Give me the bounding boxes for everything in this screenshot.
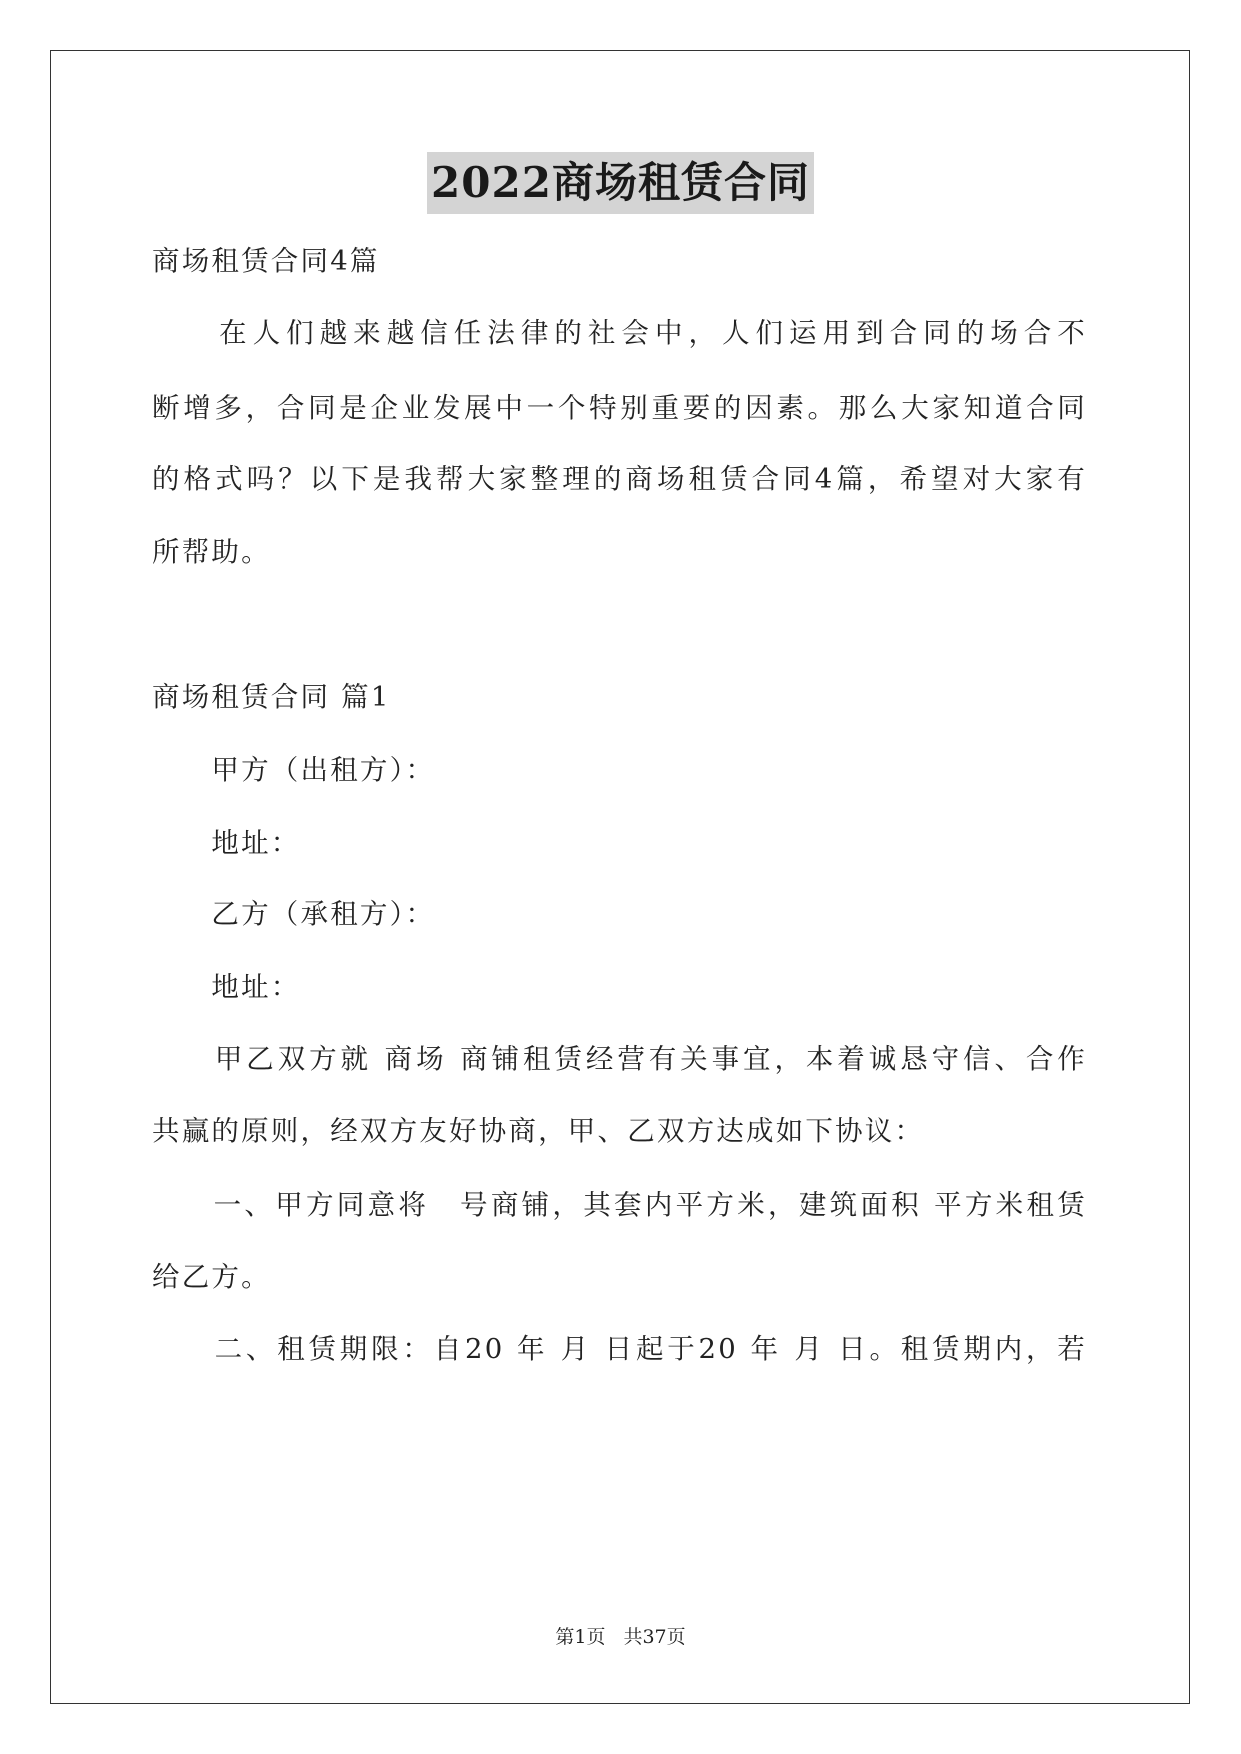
contract-line-party-b: 乙方（承租方）：	[152, 898, 436, 930]
page-number: 第1页	[555, 1626, 606, 1648]
contract-clause-line: 二、租赁期限：自20 年 月 日起于20 年 月 日。租赁期内，若	[152, 1333, 1087, 1365]
document-title: 2022商场租赁合同	[427, 152, 814, 214]
intro-paragraph-line: 所帮助。	[152, 536, 271, 568]
intro-paragraph-line: 断增多，合同是企业发展中一个特别重要的因素。那么大家知道合同	[152, 392, 1087, 424]
section-heading: 商场租赁合同 篇1	[152, 681, 391, 713]
contract-line-party-a: 甲方（出租方）：	[152, 754, 436, 786]
contract-paragraph-line: 共赢的原则，经双方友好协商，甲、乙双方达成如下协议：	[152, 1115, 925, 1147]
title-container	[0, 152, 1241, 214]
document-subtitle: 商场租赁合同4篇	[152, 245, 380, 277]
page-border	[50, 50, 1190, 1704]
page-footer	[0, 1622, 1241, 1649]
contract-line-address-a: 地址：	[152, 827, 301, 859]
contract-paragraph-line: 甲乙双方就 商场 商铺租赁经营有关事宜，本着诚恳守信、合作	[152, 1043, 1087, 1075]
contract-line-address-b: 地址：	[152, 971, 301, 1003]
total-pages: 共37页	[623, 1626, 686, 1648]
contract-clause-line: 给乙方。	[152, 1261, 271, 1293]
intro-paragraph-line: 在人们越来越信任法律的社会中，人们运用到合同的场合不	[152, 317, 1087, 349]
contract-clause-line: 一、甲方同意将 号商铺，其套内平方米，建筑面积 平方米租赁	[152, 1189, 1087, 1221]
intro-paragraph-line: 的格式吗？以下是我帮大家整理的商场租赁合同4篇，希望对大家有	[152, 463, 1087, 495]
